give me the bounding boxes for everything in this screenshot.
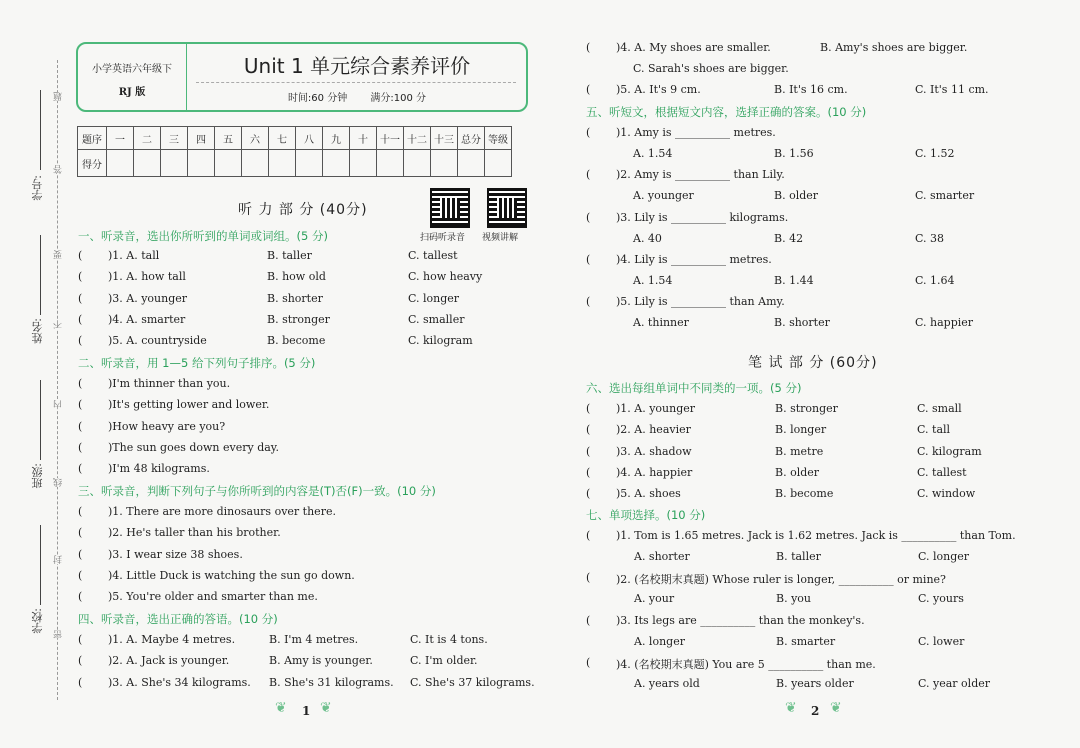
question: )4. A. smarter <box>108 312 186 326</box>
score-cell[interactable] <box>134 150 161 177</box>
margin-label-class: 班级: <box>31 463 44 489</box>
answer-blank[interactable]: ( <box>586 83 591 96</box>
score-header-cell: 三 <box>161 127 188 150</box>
score-cell[interactable] <box>323 150 350 177</box>
exam-header <box>76 42 528 112</box>
option-c: C. how heavy <box>408 270 483 284</box>
qr-code-audio[interactable] <box>430 188 470 228</box>
score-header-cell: 四 <box>188 127 215 150</box>
option-c: C. 38 <box>915 231 945 245</box>
question: )1. Amy is __________ metres. <box>616 126 776 139</box>
option-c: C. year older <box>918 676 991 690</box>
answer-blank[interactable]: ( <box>586 126 591 139</box>
page-right <box>540 0 1080 748</box>
cut-mark: 不 <box>54 320 64 329</box>
option-b: B. years older <box>776 676 854 690</box>
option-b: B. how old <box>267 270 326 284</box>
binding-margin <box>0 0 70 748</box>
question: )4. A. happier <box>616 465 693 479</box>
score-header-cell: 总分 <box>458 127 485 150</box>
option-c: C. It's 11 cm. <box>915 83 989 96</box>
score-cell[interactable] <box>269 150 296 177</box>
score-header-cell: 二 <box>134 127 161 150</box>
score-cell[interactable] <box>377 150 404 177</box>
option-b: B. you <box>776 592 811 606</box>
option-a: A. 1.54 <box>633 273 673 287</box>
score-row-label: 得分 <box>78 150 107 177</box>
answer-blank[interactable]: ( <box>586 402 591 415</box>
id-line <box>40 90 41 170</box>
option-c: C. I'm older. <box>410 654 478 668</box>
question: )1. Tom is 1.65 metres. Jack is 1.62 metres. Jack is __________ than Tom. <box>616 529 1016 542</box>
answer-blank[interactable]: ( <box>586 423 591 437</box>
option-a: A. thinner <box>633 316 689 330</box>
score-header-cell: 七 <box>269 127 296 150</box>
writing-title: 笔 试 部 分 (60分) <box>748 355 878 371</box>
option-a: A. younger <box>633 189 694 203</box>
qr-code-video[interactable] <box>487 188 527 228</box>
leaf-icon: ❦ <box>320 700 332 716</box>
class-line <box>40 380 41 460</box>
question: )2. A. heavier <box>616 423 691 437</box>
question: )1. A. how tall <box>108 270 186 284</box>
answer-blank[interactable]: ( <box>78 291 83 305</box>
option-c: C. smaller <box>408 312 465 326</box>
answer-blank[interactable]: ( <box>78 334 83 348</box>
answer-blank[interactable]: ( <box>78 590 83 604</box>
option-c: C. tall <box>917 423 951 437</box>
cut-mark: 题 <box>54 92 64 101</box>
option-c: C. smarter <box>915 189 975 203</box>
answer-blank[interactable]: ( <box>586 465 591 479</box>
question: )5. A. It's 9 cm. <box>616 83 701 96</box>
answer-blank[interactable]: ( <box>586 295 591 309</box>
answer-blank[interactable]: ( <box>586 655 591 669</box>
grade-label: 小学英语六年级下 <box>92 64 172 75</box>
sentence: )It's getting lower and lower. <box>108 398 270 412</box>
leaf-icon: ❦ <box>830 700 842 716</box>
option-c: C. 1.64 <box>915 273 955 287</box>
section-6-title: 六、选出每组单词中不同类的一项。(5 分) <box>586 381 802 395</box>
question: )2. Amy is __________ than Lily. <box>616 168 785 182</box>
qr-label-video: 视频讲解 <box>482 233 519 243</box>
option-c: C. kilogram <box>917 444 982 458</box>
qr-label-audio: 扫码听录音 <box>420 233 466 243</box>
question: )5. A. countryside <box>108 334 207 348</box>
question: )5. Lily is __________ than Amy. <box>616 295 785 309</box>
score-cell[interactable] <box>161 150 188 177</box>
option-c: C. window <box>917 487 976 501</box>
answer-blank[interactable]: ( <box>78 398 83 412</box>
statement: )4. Little Duck is watching the sun go down. <box>108 568 355 582</box>
section-7-title: 七、单项选择。(10 分) <box>586 508 706 522</box>
option-b: B. stronger <box>267 312 330 326</box>
name-line <box>40 235 41 315</box>
option-a: A. shorter <box>634 550 690 563</box>
score-header-cell: 九 <box>323 127 350 150</box>
option-c: C. happier <box>915 316 974 330</box>
answer-blank[interactable]: ( <box>78 526 83 540</box>
leaf-icon: ❦ <box>275 700 287 716</box>
answer-blank[interactable]: ( <box>78 547 83 561</box>
score-cell[interactable] <box>296 150 323 177</box>
score-header-cell: 一 <box>107 127 134 150</box>
option-c: C. small <box>917 402 962 415</box>
question: )2. (名校期末真题) Whose ruler is longer, __________ or mine? <box>616 573 946 587</box>
option-c: C. tallest <box>408 249 458 262</box>
score-cell[interactable] <box>107 150 134 177</box>
answer-blank[interactable]: ( <box>586 210 591 224</box>
question: )4. (名校期末真题) You are 5 __________ than me. <box>616 657 876 671</box>
cut-mark: 封 <box>54 555 64 564</box>
option-b: B. longer <box>775 423 827 437</box>
divider <box>196 82 516 83</box>
score-cell[interactable] <box>350 150 377 177</box>
score-table <box>77 126 512 177</box>
option-b: B. metre <box>775 444 824 458</box>
answer-blank[interactable]: ( <box>586 41 591 54</box>
answer-blank[interactable]: ( <box>78 312 83 326</box>
sentence: )I'm thinner than you. <box>108 377 231 390</box>
option-b: B. stronger <box>775 402 838 415</box>
page-number: 2 <box>811 704 820 718</box>
option-b: B. older <box>774 189 819 203</box>
exam-title: Unit 1 单元综合素养评价 <box>243 54 471 78</box>
score-cell[interactable] <box>404 150 431 177</box>
option-b: B. smarter <box>776 634 836 648</box>
score-cell[interactable] <box>215 150 242 177</box>
score-header-cell: 十三 <box>431 127 458 150</box>
answer-blank[interactable]: ( <box>78 377 83 390</box>
section-2-title: 二、听录音，用 1—5 给下列句子排序。(5 分) <box>78 356 316 370</box>
school-line <box>40 525 41 605</box>
option-b: B. 42 <box>774 231 804 245</box>
section-3-title: 三、听录音，判断下列句子与你所听到的内容是(T)否(F)一致。(10 分) <box>78 484 436 498</box>
statement: )2. He's taller than his brother. <box>108 526 281 540</box>
option-c: C. It is 4 tons. <box>410 633 488 646</box>
option-a: A. 1.54 <box>633 147 673 160</box>
option-c: C. tallest <box>917 465 967 479</box>
answer-blank[interactable]: ( <box>586 613 591 627</box>
statement: )1. There are more dinosaurs over there. <box>108 505 336 518</box>
answer-blank[interactable]: ( <box>586 168 591 182</box>
answer-blank[interactable]: ( <box>78 633 83 646</box>
option-a: A. longer <box>634 634 685 648</box>
option-b: B. older <box>775 465 820 479</box>
margin-label-id: 学号: <box>31 175 44 201</box>
section-1-title: 一、听录音，选出你所听到的单词或词组。(5 分) <box>78 229 328 243</box>
margin-label-name: 姓名: <box>31 318 44 344</box>
option-b: B. Amy's shoes are bigger. <box>820 41 968 54</box>
option-b: B. It's 16 cm. <box>774 83 848 96</box>
option-c: C. She's 37 kilograms. <box>410 675 535 689</box>
score-cell[interactable] <box>188 150 215 177</box>
option-b: B. She's 31 kilograms. <box>269 675 394 689</box>
option-b: B. become <box>267 334 326 348</box>
option-c: C. yours <box>918 592 964 606</box>
option-b: B. taller <box>776 550 821 563</box>
sentence: )I'm 48 kilograms. <box>108 462 210 476</box>
option-c: C. 1.52 <box>915 147 955 160</box>
score-cell[interactable] <box>431 150 458 177</box>
question: )3. Lily is __________ kilograms. <box>616 210 789 224</box>
cut-mark: 线 <box>54 478 64 487</box>
cut-line <box>57 60 58 700</box>
option-b: B. taller <box>267 249 312 262</box>
score-header-cell: 等级 <box>485 127 512 150</box>
score-cell[interactable] <box>458 150 485 177</box>
option-b: B. 1.44 <box>774 273 814 287</box>
question: )3. A. She's 34 kilograms. <box>108 675 251 689</box>
option-b: B. 1.56 <box>774 147 814 160</box>
cut-mark: 答 <box>54 165 64 174</box>
grade-box <box>78 44 187 110</box>
answer-blank[interactable]: ( <box>78 654 83 668</box>
question: )4. A. My shoes are smaller. <box>616 41 771 54</box>
option-b: B. shorter <box>267 291 323 305</box>
question: )2. A. Jack is younger. <box>108 654 230 668</box>
score-cell[interactable] <box>485 150 512 177</box>
cut-mark: 密 <box>54 630 64 639</box>
score-header-cell: 十二 <box>404 127 431 150</box>
answer-blank[interactable]: ( <box>586 571 591 585</box>
option-c: C. longer <box>408 291 460 305</box>
option-b: B. Amy is younger. <box>269 654 373 668</box>
option-b: B. I'm 4 metres. <box>269 633 359 646</box>
sentence: )The sun goes down every day. <box>108 440 280 454</box>
answer-blank[interactable]: ( <box>586 529 591 542</box>
score-header-cell: 十一 <box>377 127 404 150</box>
answer-blank[interactable]: ( <box>78 675 83 689</box>
question: )4. Lily is __________ metres. <box>616 252 772 266</box>
question: )1. A. Maybe 4 metres. <box>108 633 236 646</box>
question: )3. Its legs are __________ than the monkey's. <box>616 613 865 627</box>
option-b: B. shorter <box>774 316 830 330</box>
answer-blank[interactable]: ( <box>78 462 83 476</box>
answer-blank[interactable]: ( <box>78 505 83 518</box>
leaf-icon: ❦ <box>785 700 797 716</box>
statement: )3. I wear size 38 shoes. <box>108 547 243 561</box>
option-a: A. 40 <box>633 231 662 245</box>
section-5-title: 五、听短文，根据短文内容，选择正确的答案。(10 分) <box>586 105 867 119</box>
answer-blank[interactable]: ( <box>586 444 591 458</box>
section-4-title: 四、听录音，选出正确的答语。(10 分) <box>78 612 278 626</box>
answer-blank[interactable]: ( <box>78 419 83 433</box>
option-c: C. lower <box>918 634 965 648</box>
score-header-cell: 六 <box>242 127 269 150</box>
question: )3. A. younger <box>108 291 188 305</box>
answer-blank[interactable]: ( <box>78 249 83 262</box>
option-a: A. years old <box>634 676 700 690</box>
question: )3. A. shadow <box>616 444 692 458</box>
time-limit: 时间:60 分钟 <box>287 93 348 104</box>
option-b: B. become <box>775 487 834 501</box>
score-header-cell: 八 <box>296 127 323 150</box>
question: )1. A. younger <box>616 402 696 415</box>
option-c: C. Sarah's shoes are bigger. <box>633 62 789 75</box>
question: )5. A. shoes <box>616 487 681 501</box>
time-info <box>188 89 526 104</box>
answer-blank[interactable]: ( <box>78 440 83 454</box>
edition-label: RJ 版 <box>118 87 146 98</box>
cut-mark: 内 <box>54 400 64 409</box>
statement: )5. You're older and smarter than me. <box>108 590 318 604</box>
score-header-cell: 题序 <box>78 127 107 150</box>
question: )1. A. tall <box>108 249 160 262</box>
answer-blank[interactable]: ( <box>586 487 591 501</box>
cut-mark: 要 <box>54 250 64 259</box>
option-a: A. your <box>634 592 675 606</box>
score-header-cell: 十 <box>350 127 377 150</box>
score-header-cell: 五 <box>215 127 242 150</box>
full-score: 满分:100 分 <box>370 93 427 104</box>
option-c: C. kilogram <box>408 334 473 348</box>
page-number: 1 <box>302 704 311 718</box>
option-c: C. longer <box>918 550 970 563</box>
answer-blank[interactable]: ( <box>78 568 83 582</box>
margin-label-school: 学校: <box>31 608 44 634</box>
listening-title: 听 力 部 分 (40分) <box>238 202 368 218</box>
sentence: )How heavy are you? <box>108 419 226 433</box>
answer-blank[interactable]: ( <box>586 252 591 266</box>
score-cell[interactable] <box>242 150 269 177</box>
answer-blank[interactable]: ( <box>78 270 83 284</box>
